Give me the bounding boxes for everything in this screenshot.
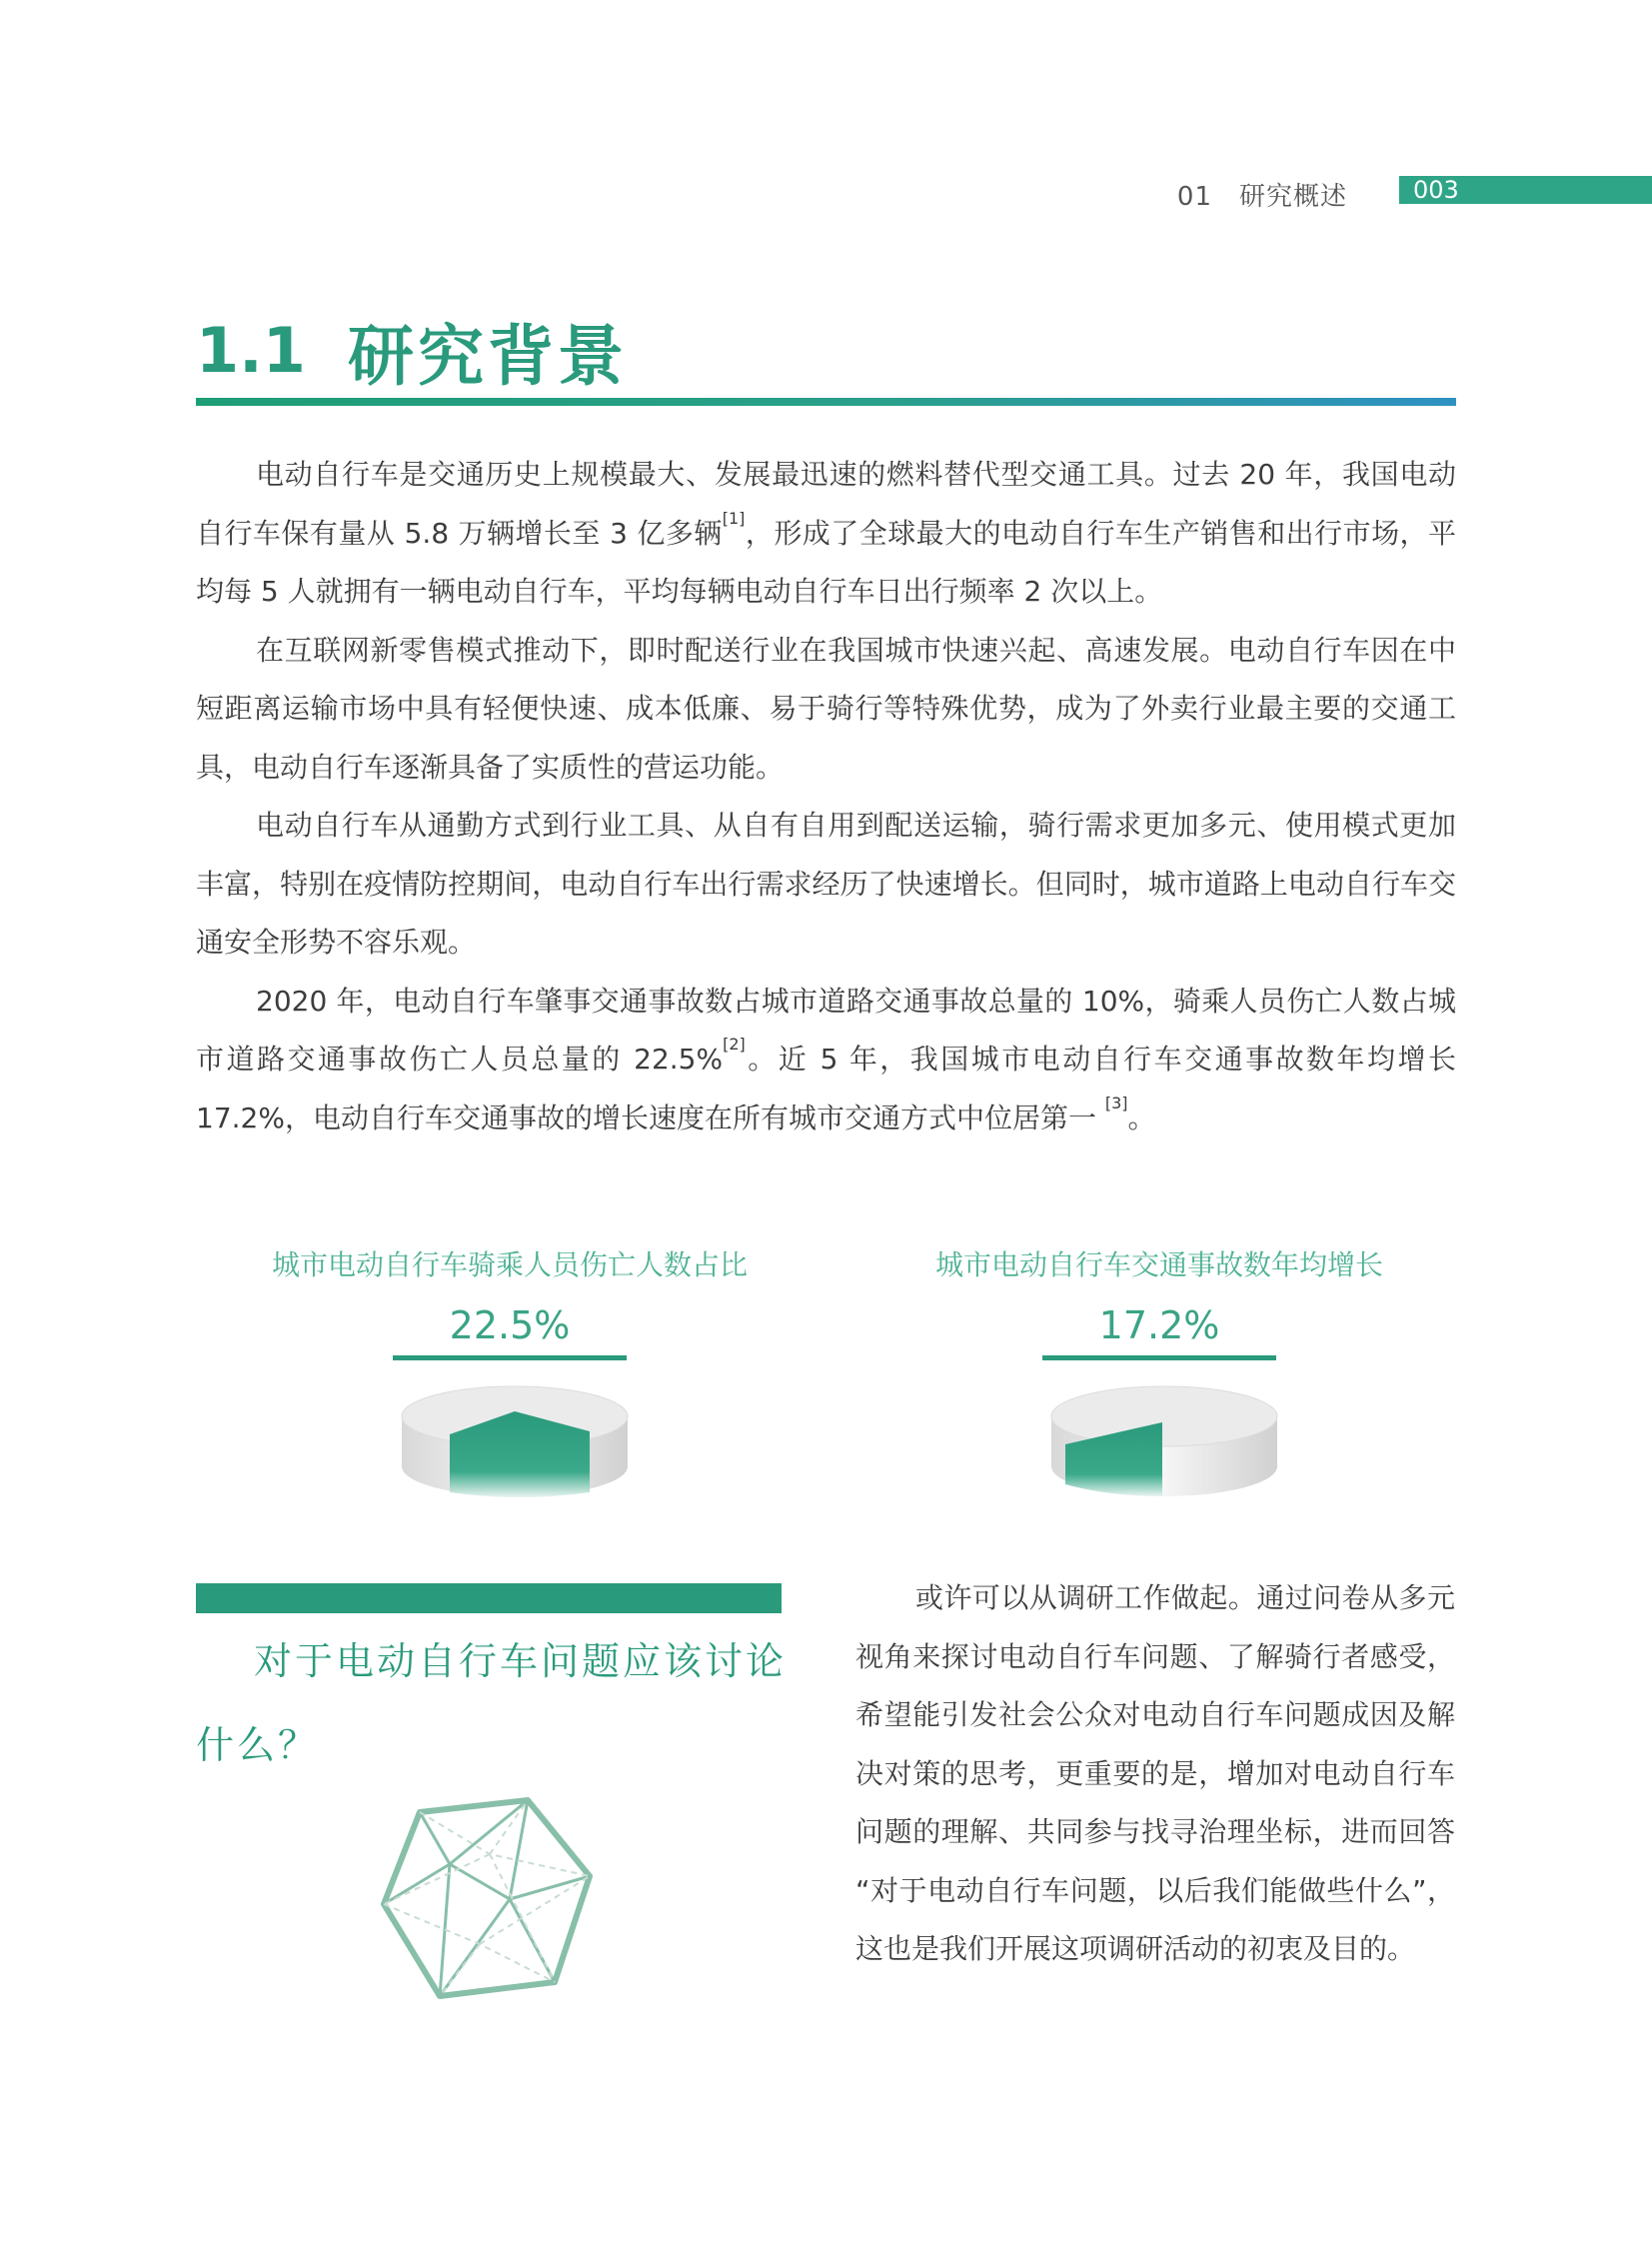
stat-label: 城市电动自行车交通事故数年均增长 [934, 1248, 1383, 1281]
section-title [196, 305, 628, 395]
question-line-1: 对于电动自行车问题应该讨论 [254, 1639, 788, 1683]
stat-casualty-share [250, 1243, 770, 1360]
question-heading [196, 1619, 796, 1787]
polyhedron-icon [380, 1794, 600, 2004]
paragraph-1: 电动自行车是交通历史上规模最大、发展最迅速的燃料替代型交通工具。过去 20 年，我国电动自行车保有量从 5.8 万辆增长至 3 亿多辆[1]，形成了全球最大的电动自行车生产销售和出行市场，平均每 5 人就拥有一辆电动自行车，平均每辆电动自行车日出行频率 2 次以上。 [196, 458, 1456, 608]
side-text [855, 1569, 1455, 1979]
stat-rule [1042, 1355, 1276, 1360]
body-text [196, 446, 1456, 1147]
stat-value: 17.2% [1098, 1303, 1220, 1347]
stat-rule [393, 1355, 627, 1360]
stat-casualty-share-gauge [400, 1384, 630, 1509]
paragraph-4: 2020 年，电动自行车肇事交通事故数占城市道路交通事故总量的 10%，骑乘人员伤亡人数占城市道路交通事故伤亡人员总量的 22.5%[2]。近 5 年，我国城市电动自行车交通事故数年均增长 17.2%，电动自行车交通事故的增长速度在所有城市交通方式中位居第一 [3]。 [196, 984, 1456, 1134]
citation-1: [1] [722, 508, 746, 528]
section-heading: 研究背景 [348, 317, 628, 395]
header-section-label: 01 研究概述 [1176, 182, 1347, 212]
stat-value: 22.5% [449, 1303, 571, 1347]
title-rule [196, 398, 1456, 406]
citation-3: [3] [1104, 1093, 1128, 1113]
question-bar [196, 1583, 782, 1613]
side-paragraph: 或许可以从调研工作做起。通过问卷从多元视角来探讨电动自行车问题、了解骑行者感受，希望能引发社会公众对电动自行车问题成因及解决对策的思考，更重要的是，增加对电动自行车问题的理解、共同参与找寻治理坐标，进而回答 “对于电动自行车问题，以后我们能做些什么”，这也是我们开展这项调研活动的初衷及目的。 [855, 1581, 1455, 1965]
section-number: 1.1 [196, 313, 306, 387]
stat-accident-growth-gauge [1049, 1384, 1279, 1509]
paragraph-3: 电动自行车从通勤方式到行业工具、从自有自用到配送运输，骑行需求更加多元、使用模式更加丰富，特别在疫情防控期间，电动自行车出行需求经历了快速增长。但同时，城市道路上电动自行车交通安全形势不容乐观。 [196, 809, 1456, 959]
stat-accident-growth [899, 1243, 1419, 1360]
question-line-2: 什么？ [196, 1723, 320, 1767]
page-number: 003 [1413, 176, 1459, 204]
citation-2: [2] [723, 1035, 746, 1054]
paragraph-2: 在互联网新零售模式推动下，即时配送行业在我国城市快速兴起、高速发展。电动自行车因在中短距离运输市场中具有轻便快速、成本低廉、易于骑行等特殊优势，成为了外卖行业最主要的交通工具，电动自行车逐渐具备了实质性的营运功能。 [196, 633, 1456, 784]
stat-label: 城市电动自行车骑乘人员伤亡人数占比 [271, 1248, 748, 1281]
